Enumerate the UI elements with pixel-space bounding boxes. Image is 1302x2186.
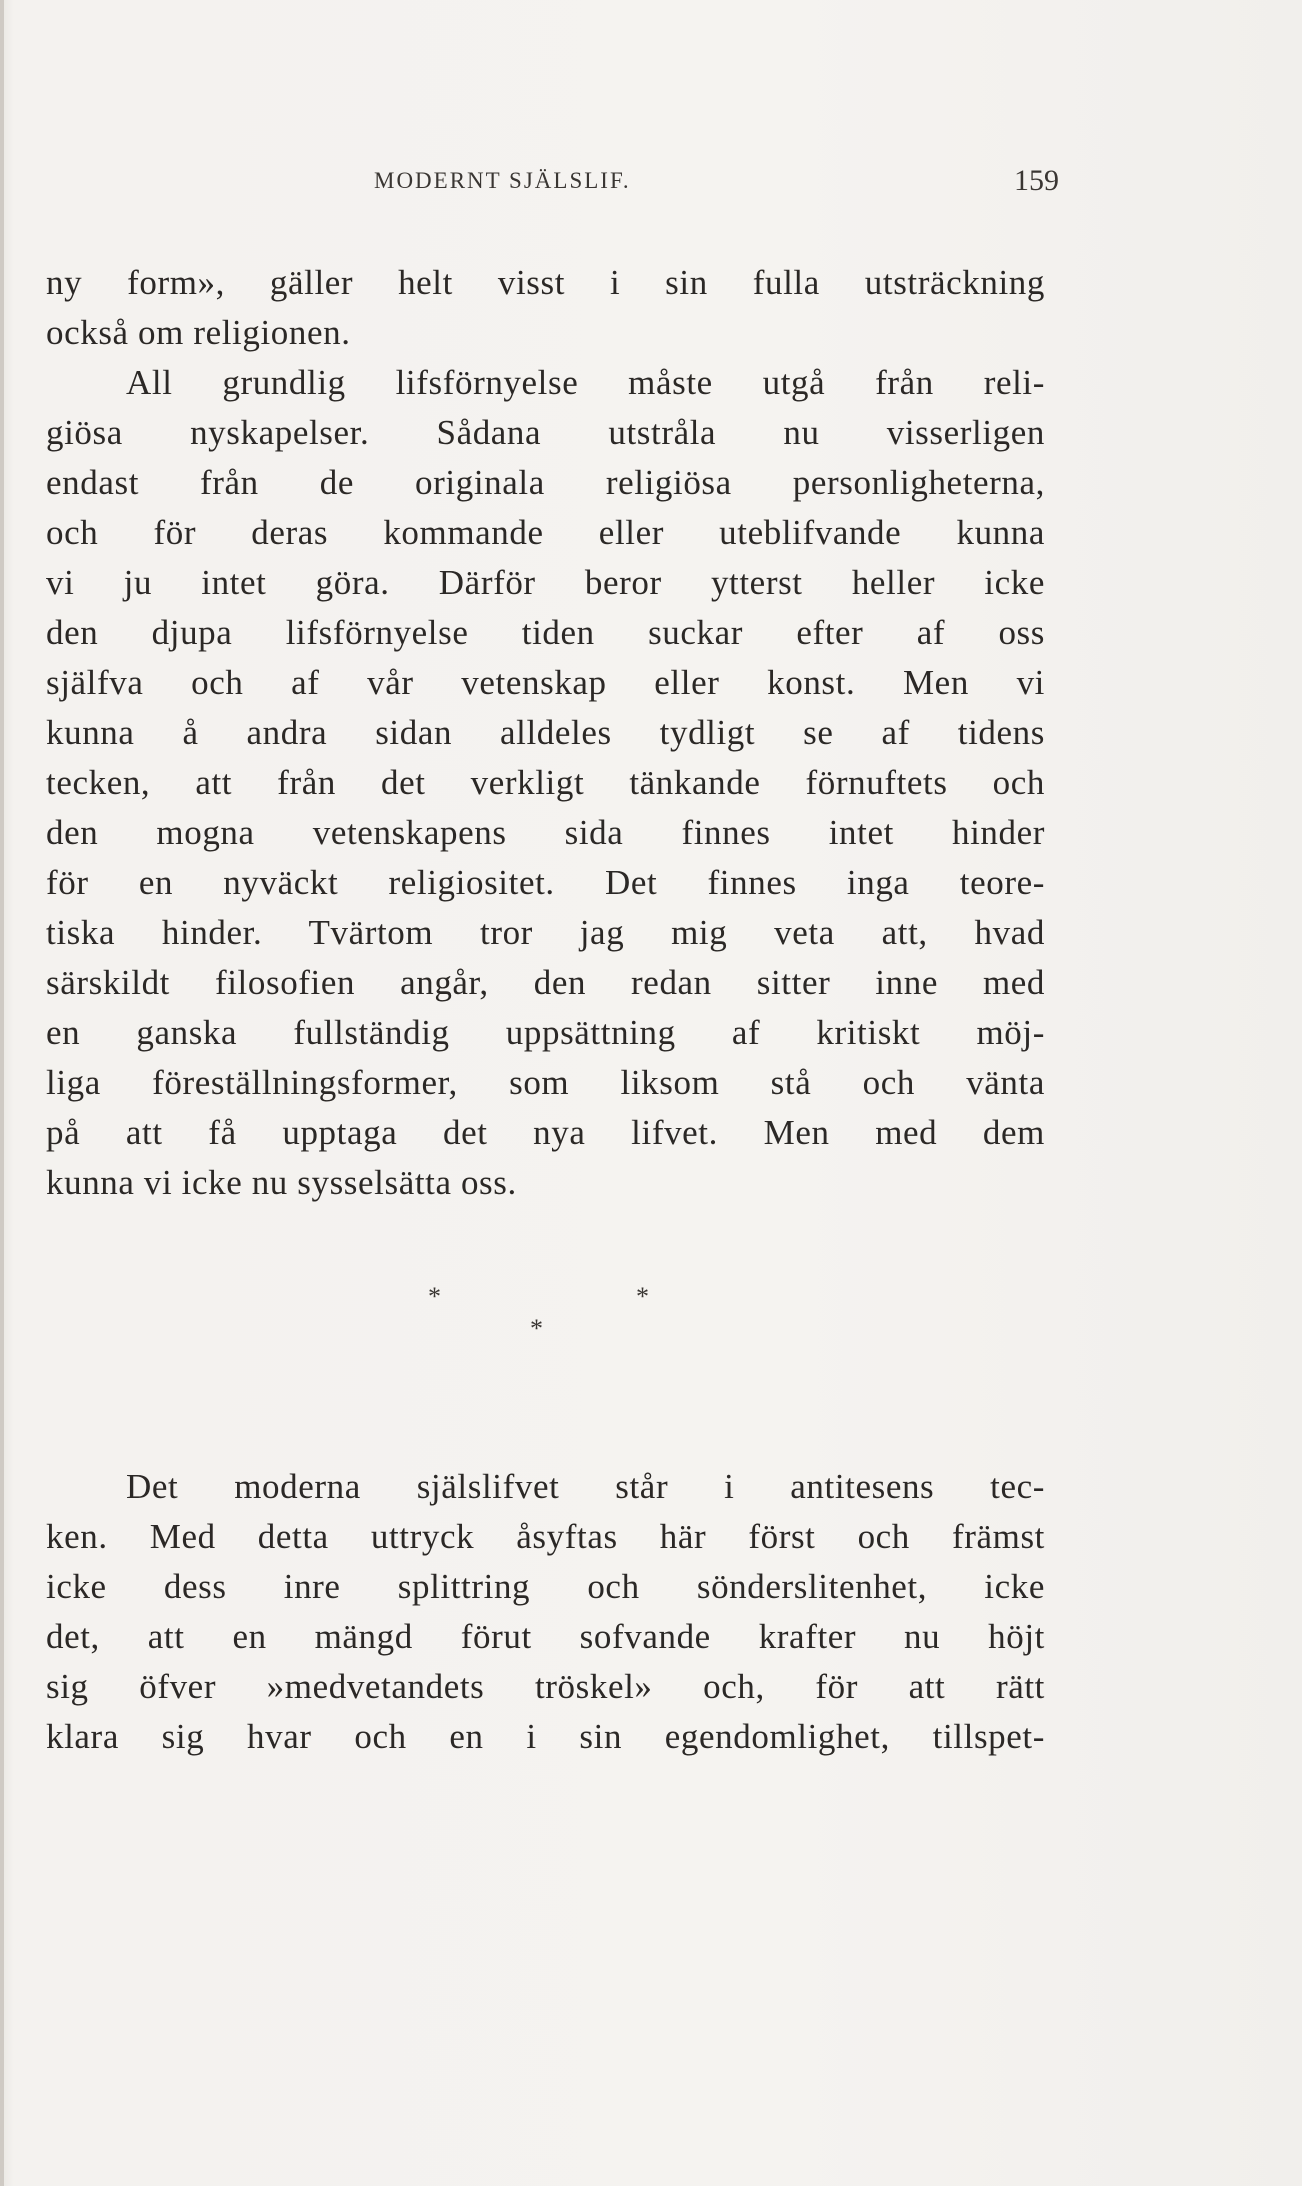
section-separator [0, 1282, 1302, 1362]
page-left-edge [0, 0, 4, 2186]
text-line: den mogna vetenskapens sida finnes intet hinder [46, 813, 1045, 852]
text-line: kunna å andra sidan alldeles tydligt se af tidens [46, 713, 1045, 752]
asterisk-mark: * [428, 1282, 441, 1311]
text-line: särskildt filosofien angår, den redan sitter inne med [46, 963, 1045, 1002]
text-line: också om religionen. [46, 313, 351, 352]
text-line: tecken, att från det verkligt tänkande förnuftets och [46, 763, 1045, 802]
text-line: den djupa lifsförnyelse tiden suckar efter af oss [46, 613, 1045, 652]
text-line: och för deras kommande eller uteblifvande kunna [46, 513, 1045, 552]
text-line: vi ju intet göra. Därför beror ytterst heller icke [46, 563, 1045, 602]
text-line: Det moderna själslifvet står i antitesens tec- [126, 1467, 1045, 1506]
paragraph-2 [46, 1462, 1045, 1762]
text-line: tiska hinder. Tvärtom tror jag mig veta att, hvad [46, 913, 1045, 952]
text-line: sig öfver »medvetandets tröskel» och, för att rätt [46, 1667, 1045, 1706]
running-title: MODERNT SJÄLSLIF. [374, 168, 631, 193]
text-line: själfva och af vår vetenskap eller konst. Men vi [46, 663, 1045, 702]
text-line: kunna vi icke nu sysselsätta oss. [46, 1163, 517, 1202]
page-header [0, 164, 1302, 208]
text-line: på att få upptaga det nya lifvet. Men med dem [46, 1113, 1045, 1152]
text-line: en ganska fullständig uppsättning af kritiskt möj- [46, 1013, 1045, 1052]
text-line: för en nyväckt religiositet. Det finnes inga teore- [46, 863, 1045, 902]
paragraph-1 [46, 258, 1045, 1208]
text-line: ken. Med detta uttryck åsyftas här först och främst [46, 1517, 1045, 1556]
asterisk-mark: * [636, 1282, 649, 1311]
text-line: All grundlig lifsförnyelse måste utgå från reli- [126, 363, 1045, 402]
text-line: liga föreställningsformer, som liksom stå och vänta [46, 1063, 1045, 1102]
page-number: 159 [1014, 164, 1059, 197]
asterisk-mark: * [530, 1314, 543, 1343]
text-line: icke dess inre splittring och sönderslitenhet, icke [46, 1567, 1045, 1606]
text-line: endast från de originala religiösa personligheterna, [46, 463, 1045, 502]
text-line: ny form», gäller helt visst i sin fulla utsträckning [46, 263, 1045, 302]
text-line: giösa nyskapelser. Sådana utstråla nu visserligen [46, 413, 1045, 452]
text-line: klara sig hvar och en i sin egendomlighet, tillspet- [46, 1717, 1045, 1756]
text-line: det, att en mängd förut sofvande krafter nu höjt [46, 1617, 1045, 1656]
